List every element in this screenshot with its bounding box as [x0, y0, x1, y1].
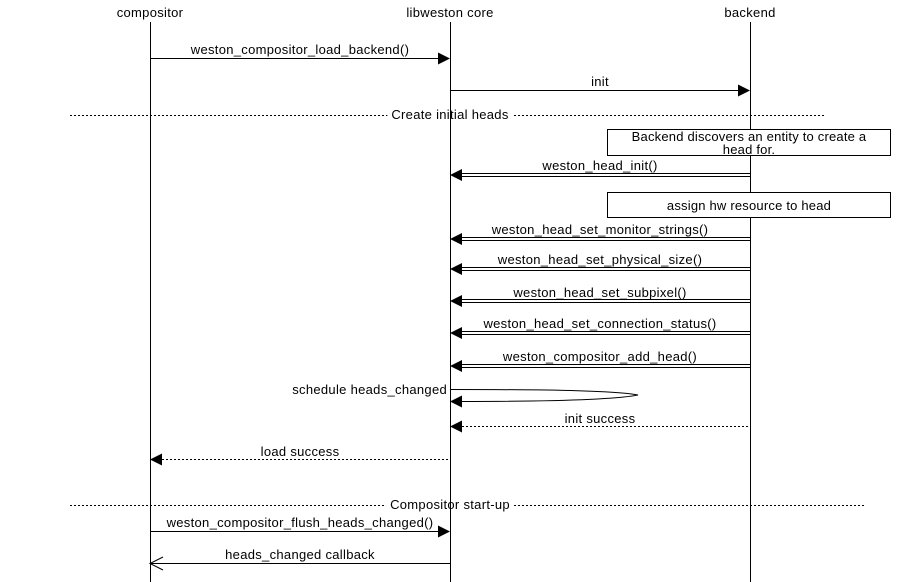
note-text: assign hw resource to head — [666, 197, 832, 213]
message-label-schedule-heads-changed: schedule heads_changed — [292, 382, 447, 397]
entity-label-backend: backend — [724, 5, 776, 20]
arrow-schedule-heads-changed-self-loop — [450, 390, 638, 408]
note-assign-hw-resource — [607, 192, 891, 218]
message-label-add-head: weston_compositor_add_head() — [502, 349, 698, 364]
note-text: Backend discovers an entity to create a — [631, 128, 867, 144]
message-label-monitor-strings: weston_head_set_monitor_strings() — [491, 222, 709, 237]
message-label-heads-changed-callback: heads_changed callback — [225, 547, 375, 562]
message-label-head-init: weston_head_init() — [542, 158, 658, 173]
message-label-subpixel: weston_head_set_subpixel() — [513, 285, 687, 300]
message-label-physical-size: weston_head_set_physical_size() — [497, 252, 703, 267]
message-label-flush-heads-changed: weston_compositor_flush_heads_changed() — [166, 515, 434, 530]
message-label-load-backend: weston_compositor_load_backend() — [190, 42, 410, 57]
divider-label-compositor-start-up: Compositor start-up — [386, 498, 514, 512]
note-text: head for. — [722, 141, 776, 157]
message-label-load-success: load success — [260, 444, 340, 459]
message-label-connection-status: weston_head_set_connection_status() — [483, 316, 717, 331]
message-label-init-success: init success — [564, 411, 636, 426]
message-label-init: init — [591, 74, 609, 89]
divider-label-create-initial-heads: Create initial heads — [387, 108, 512, 122]
note-backend-discovers-entity — [607, 129, 891, 156]
entity-label-compositor: compositor — [116, 5, 184, 20]
entity-label-libweston-core: libweston core — [406, 5, 494, 20]
